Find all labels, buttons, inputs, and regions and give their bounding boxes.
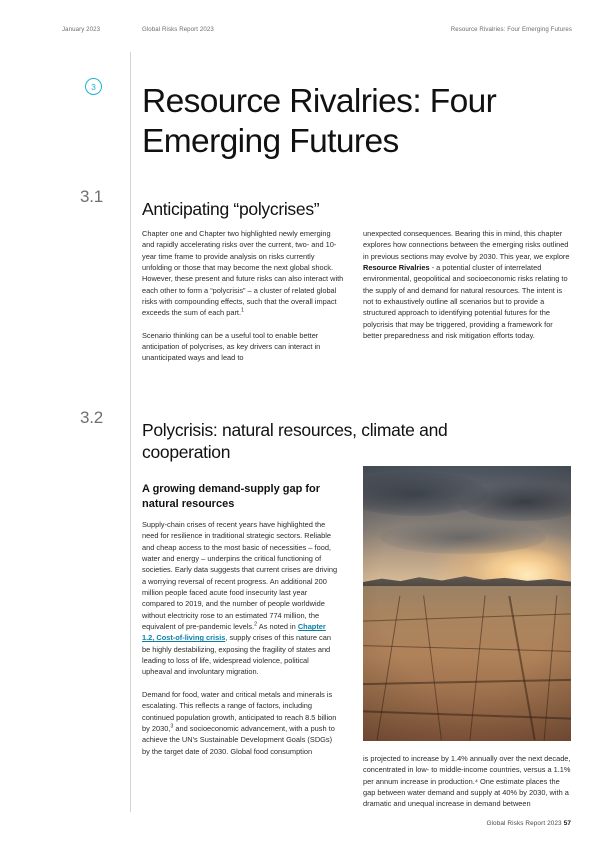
running-head	[62, 26, 572, 38]
vertical-divider	[130, 52, 131, 812]
section-3-2-column-right	[363, 753, 571, 821]
paragraph-text: , supply crises of this nature can be highly destabilizing, exposing the fragility of states and leading to loss of life, widespread violence, political upheaval and involuntary migration.	[142, 633, 331, 677]
section-number-3-1: 3.1	[80, 187, 104, 206]
figure-cracked-earth-photo	[363, 466, 571, 741]
subsection-heading: A growing demand-supply gap for natural resources	[142, 483, 321, 510]
section-3-1-column-right	[363, 228, 571, 352]
running-head-chapter: Resource Rivalries: Four Emerging Futures	[450, 26, 572, 33]
paragraph	[142, 228, 344, 319]
footnote-marker: 3	[170, 723, 174, 730]
running-head-report: Global Risks Report 2023	[142, 26, 214, 33]
paragraph: Scenario thinking can be a useful tool to enable better anticipation of polycrises, as key drivers can interact in unanticipated ways and lead to	[142, 330, 321, 363]
running-head-date: January 2023	[62, 26, 101, 33]
paragraph-text: Chapter one and Chapter two highlighted newly emerging and rapidly accelerating risks over the current, two- and 10-year time frame to provide analysis on risks currently unfolding or those that may become the next global shock. However, these present and future risks can also interact with each other to form a “polycrisis” – a cluster of related global risks with compounding effects, such that the overall impact exceeds the sum of each part.	[142, 229, 344, 318]
photo-vignette	[363, 466, 571, 741]
key-term-resource-rivalries: Resource Rivalries	[363, 263, 430, 273]
section-number-3-2: 3.2	[80, 408, 104, 427]
page-footer	[486, 820, 571, 827]
section-heading-3-2: Polycrisis: natural resources, climate and cooperation	[142, 419, 448, 462]
paragraph-text: As noted in	[257, 622, 298, 632]
paragraph-text: - a potential cluster of interrelated environmental, geopolitical and socioeconomic risks relating to the supply of and demand for natural resources. The intent is not to exhaustively outline all scenarios but to provide a structured approach to identifying potential futures for the polycrisis that may be triggered, providing a framework for better preparedness and risk mitigation efforts today.	[363, 263, 568, 341]
paragraph	[142, 519, 340, 678]
paragraph: is projected to increase by 1.4% annually over the next decade, concentrated in low- to middle-income countries, versus a 1.1% per annum increase in production.⁴ One estimate places the gap between water demand and supply at 40% by 2030, with a dramatic and unequal increase in demand between	[363, 754, 571, 809]
section-3-2-column-left	[142, 519, 340, 768]
footer-page-number: 57	[563, 820, 571, 827]
chapter-number-badge: 3	[85, 78, 102, 95]
footnote-marker: 2	[254, 621, 258, 628]
paragraph-text: and socioeconomic advancement, with a push to achieve the UN’s Sustainable Development Goals (SDGs) by the target date of 2030. Global food consumption	[142, 723, 335, 756]
paragraph-text: unexpected consequences. Bearing this in mind, this chapter explores how connections between the emerging risks outlined in previous sections may evolve by 2030. This year, we explore	[363, 229, 570, 261]
paragraph-text: Demand for food, water and critical metals and minerals is escalating. This reflects a range of factors, including continued population growth, anticipated to reach 8.5 billion by 2030,	[142, 689, 337, 733]
footnote-marker: 1	[241, 307, 245, 314]
paragraph	[142, 689, 340, 757]
cross-reference-link-chapter-1-2[interactable]: Chapter 1.2, Cost-of-living crisis	[142, 622, 326, 643]
paragraph-text: Supply-chain crises of recent years have highlighted the need for resilience in traditional strategic sectors. Reliable and cheap access to the most basic of necessities – food, water and energy – underpins the critical functioning of societies. Early data suggests that current crises are driving a worrying reversal of recent progress. An additional 200 million people faced acute food insecurity last year compared to 2019, and the number of people worldwide without electricity rose to an estimated 774 million, the equivalent of pre-pandemic levels.	[142, 520, 338, 632]
paragraph	[363, 228, 571, 341]
section-3-1-column-left	[142, 228, 344, 375]
footer-report-title: Global Risks Report 2023	[486, 820, 562, 827]
page-title: Resource Rivalries: Four Emerging Futures	[142, 83, 497, 161]
section-heading-3-1: Anticipating “polycrises”	[142, 198, 320, 219]
